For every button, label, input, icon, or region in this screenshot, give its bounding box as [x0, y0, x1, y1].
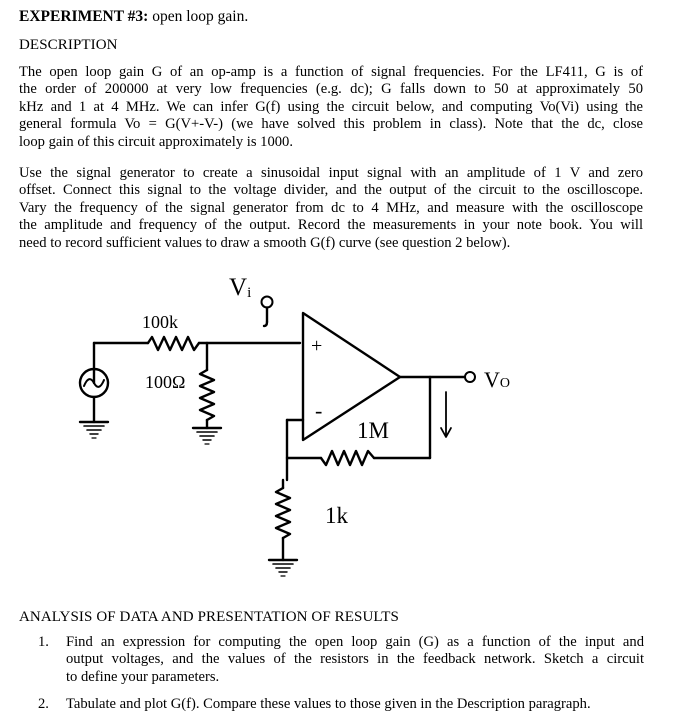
circuit-diagram — [0, 270, 682, 600]
item-number: 1. — [38, 634, 49, 650]
input-voltage-label: Vi — [229, 274, 252, 301]
paragraph-line: loop gain of this circuit approximately is 1000. — [19, 133, 293, 150]
paragraph-line: the amplitude and frequency of the output. Record the measurements in your note book. You will — [19, 217, 643, 234]
description-paragraph-1 — [19, 64, 643, 151]
r-feedback-label: 1M — [357, 418, 389, 443]
item-line: to define your parameters. — [66, 668, 220, 685]
description-paragraph-2 — [19, 165, 643, 252]
resistor-1k — [276, 488, 290, 538]
resistor-100ohm — [200, 370, 214, 420]
paragraph-line: Vary the frequency of the signal generator from dc to 4 MHz, and measure with the oscilloscope — [19, 199, 643, 216]
r-series-label: 100k — [142, 312, 178, 332]
paragraph-line: offset. Connect this signal to the voltage divider, and the output of the circuit to the oscilloscope. — [19, 182, 643, 199]
paragraph-line: general formula Vo = G(V+-V-) (we have solved this problem in class). Note that the dc, close — [19, 116, 643, 133]
r-ground-label: 1k — [325, 503, 348, 528]
experiment-label: EXPERIMENT #3: — [19, 8, 149, 25]
paragraph-line: The open loop gain G of an op-amp is a function of signal frequencies. For the LF411, G is of — [19, 64, 643, 80]
paragraph-line: need to record sufficient values to draw a smooth G(f) curve (see question 2 below). — [19, 234, 511, 251]
paragraph-line: the order of 200000 at very low frequencies (e.g. dc); G falls down to 50 at approximately 50 — [19, 81, 643, 98]
resistor-100k — [148, 337, 199, 350]
input-terminal — [262, 297, 273, 308]
plus-sign: + — [311, 335, 323, 357]
item-line: output voltages, and the values of the resistors in the feedback network. Sketch a circuit — [66, 651, 644, 668]
paragraph-line: kHz and 1 at 4 MHz. We can infer G(f) using the circuit below, and computing Vo(Vi) using the — [19, 98, 643, 115]
minus-sign: - — [315, 398, 323, 423]
description-heading: DESCRIPTION — [19, 37, 118, 53]
experiment-title — [19, 8, 248, 26]
output-terminal — [465, 372, 475, 382]
r-shunt-label: 100Ω — [145, 372, 186, 392]
item-line: Find an expression for computing the open loop gain (G) as a function of the input and — [66, 634, 644, 650]
item-line: Tabulate and plot G(f). Compare these values to those given in the Description paragraph. — [66, 696, 591, 712]
resistor-1m — [321, 451, 374, 465]
experiment-name: open loop gain. — [148, 8, 249, 25]
item-number: 2. — [38, 696, 49, 712]
analysis-heading: ANALYSIS OF DATA AND PRESENTATION OF RESULTS — [19, 609, 399, 625]
output-voltage-label: VO — [484, 367, 511, 392]
paragraph-line: Use the signal generator to create a sinusoidal input signal with an amplitude of 1 V and zero — [19, 165, 643, 181]
